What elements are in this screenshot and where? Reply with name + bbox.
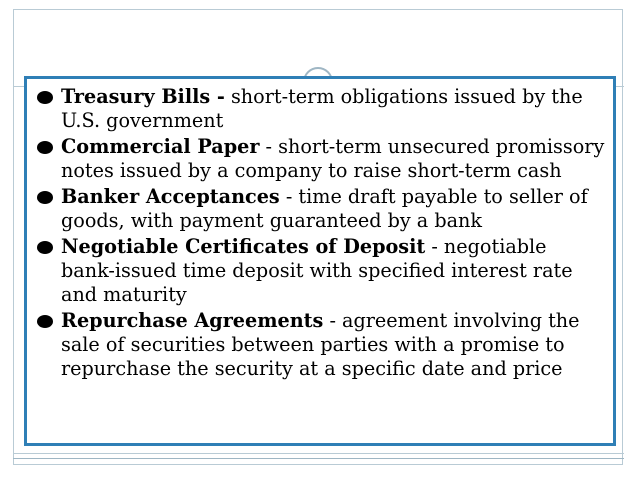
content-text-box [24,76,616,446]
bullet-icon [37,141,53,154]
definition-text: short-term obligations issued by the U.S. government [61,85,583,132]
term-label: Treasury Bills - [61,85,225,108]
bullet-icon [37,91,53,104]
bottom-rule-line [13,453,624,454]
bullet-icon [37,315,53,328]
definition-text: - short-term unsecured promissory notes issued by a company to raise short-term cash [61,135,605,182]
bullet-item-negotiable-cds [37,235,605,307]
definition-text: - negotiable bank-issued time deposit with specified interest rate and maturity [61,235,573,306]
bullet-item-commercial-paper [37,135,605,183]
bullet-item-treasury-bills [37,85,605,133]
bottom-rule-line-outer [13,458,624,459]
term-label: Negotiable Certificates of Deposit [61,235,426,258]
bullet-icon [37,241,53,254]
bullet-item-repurchase-agreements [37,309,605,381]
term-label: Repurchase Agreements [61,309,324,332]
definition-text: - time draft payable to seller of goods, with payment guaranteed by a bank [61,185,588,232]
bullet-item-banker-acceptances [37,185,605,233]
definition-text: - agreement involving the sale of securities between parties with a promise to repurchase the security at a specific date and price [61,309,580,380]
bullet-list [37,85,605,381]
term-label: Commercial Paper [61,135,260,158]
term-label: Banker Acceptances [61,185,280,208]
bullet-icon [37,191,53,204]
